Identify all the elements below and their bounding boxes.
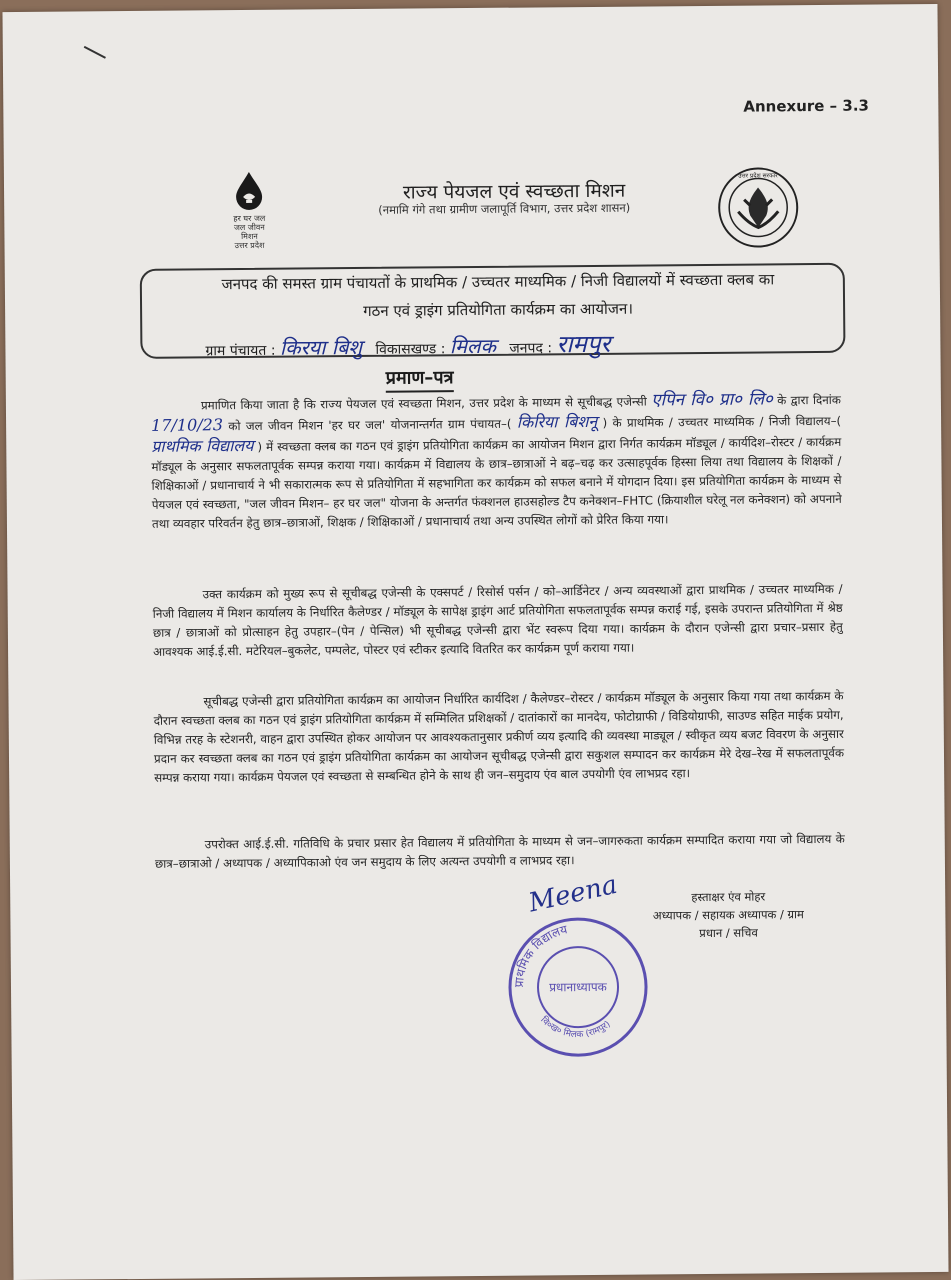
water-drop-icon bbox=[232, 170, 266, 210]
certificate-title: प्रमाण–पत्र bbox=[386, 365, 454, 393]
gram-panchayat-label: ग्राम पंचायत : bbox=[205, 342, 276, 360]
stamp-bottom-text: वि०ख० मिलक (रामपुर) bbox=[538, 1015, 613, 1041]
gram-panchayat-handwritten: किरिया बिशनू bbox=[516, 411, 598, 432]
paragraph-2 bbox=[152, 580, 843, 662]
stamp-outer-text: प्राथमिक विद्यालय bbox=[511, 922, 569, 988]
signature-handwritten: Meena bbox=[526, 869, 621, 919]
pen-mark bbox=[84, 46, 106, 59]
para1-part-e: ) में स्वच्छता क्लब का गठन एवं ड्राइंग प्रतियोगिता कार्यक्रम का आयोजन मिशन द्वारा निर्गत कार्यक्रम मॉड्यूल / कार्यदिश–रोस्टर / कार्यक्रम मॉड्यूल के अनुसार सफलतापूर्वक सम्पन्न कराया गया। कार्यक्रम में विद्यालय के छात्र–छात्राओं ने बढ़–चढ़ कर उत्साहपूर्वक हिस्सा लिया तथा विद्यालय के शिक्षकों / शिक्षिकाओं / प्रधानाचार्य ने भी सकारात्मक रूप से प्रतियोगिता में सहभागिता कर कार्यक्रम को सफल बनाने में योगदान दिया। इस प्रतियोगिता कार्यक्रम के माध्यम से पेयजल एवं स्वच्छता, "जल जीवन मिशन– हर घर जल" योजना के अन्तर्गत फंक्शनल हाउसहोल्ड टैप कनेक्शन–FHTC (क्रियाशील घरेलू नल कनेक्शन) को अपनाने तथा व्यवहार परिवर्तन हेतु छात्र–छात्राओं, शिक्षक / शिक्षिकाओं / प्रधानाचार्य तथा अन्य उपस्थित लोगों को प्रेरित किया गया। bbox=[151, 434, 842, 531]
agency-handwritten: एपिन वि० प्रा० लि० bbox=[651, 389, 773, 411]
block-label: विकासखण्ड : bbox=[375, 341, 446, 358]
district-value: रामपुर bbox=[556, 329, 611, 359]
para1-part-d: ) के प्राथमिक / उच्चतर माध्यमिक / निजी विद्यालय–( bbox=[602, 413, 842, 430]
jal-jeevan-mission-logo bbox=[224, 170, 275, 250]
header-line-2: गठन एवं ड्राइंग प्रतियोगिता कार्यक्रम का आयोजन। bbox=[363, 299, 634, 320]
document-page bbox=[2, 4, 948, 1280]
signature-caption-3: प्रधान / सचिव bbox=[699, 925, 758, 941]
school-stamp bbox=[502, 911, 653, 1062]
header-line-3 bbox=[205, 327, 610, 364]
paragraph-3 bbox=[153, 687, 844, 788]
header-line-1: जनपद की समस्त ग्राम पंचायतों के प्राथमिक / उच्चतर माध्यमिक / निजी विद्यालयों में स्वच्छता क्लब का bbox=[221, 270, 775, 294]
para1-part-a: प्रमाणित किया जाता है कि राज्य पेयजल एवं स्वच्छता मिशन, उत्तर प्रदेश के माध्यम से सूचीबद्ध एजेन्सी bbox=[200, 394, 647, 413]
para1-part-c: को जल जीवन मिशन 'हर घर जल' योजनान्तर्गत ग्राम पंचायत–( bbox=[228, 416, 512, 434]
signature-caption-2: अध्यापक / सहायक अध्यापक / ग्राम bbox=[652, 907, 804, 923]
logo-text-1: हर घर जल bbox=[233, 213, 266, 224]
stamp-center-text: प्रधानाध्यापक bbox=[549, 979, 607, 995]
date-handwritten: 17/10/23 bbox=[151, 415, 224, 435]
paragraph-4 bbox=[155, 830, 845, 874]
annexure-label: Annexure – 3.3 bbox=[743, 96, 870, 116]
emblem-text: उत्तर प्रदेश सरकार bbox=[738, 172, 778, 180]
signature-caption bbox=[638, 887, 818, 943]
up-govt-emblem-icon bbox=[716, 165, 801, 250]
mission-title: राज्य पेयजल एवं स्वच्छता मिशन bbox=[402, 179, 626, 204]
school-handwritten: प्राथमिक विद्यालय bbox=[151, 435, 254, 456]
para2-text: उक्त कार्यक्रम को मुख्य रूप से सूचीबद्ध एजेन्सी के एक्सपर्ट / रिसोर्स पर्सन / को–आर्डिनेटर / अन्य व्यवस्थाओं द्वारा प्राथमिक / उच्चतर माध्यमिक / निजी विद्यालय में मिशन कार्यालय के निर्धारित कैलेण्डर / मॉड्यूल के सापेक्ष ड्राइंग आर्ट प्रतियोगिता सफलतापूर्वक सम्पन्न कराई गई, इसके उपरान्त प्रतियोगिता में श्रेष्ठ छात्र / छात्राओं को प्रोत्साहन हेतु उपहार–(पेन / पेन्सिल) भी सूचीबद्ध एजेन्सी द्वारा भेंट स्वरूप दिया गया। कार्यक्रम के दौरान एजेन्सी द्वारा प्रचार–प्रसार हेतु आवश्यक आई.ई.सी. मटेरियल–बुकलेट, पम्पलेट, पोस्टर एवं स्टीकर इत्यादि वितरित कर कार्यक्रम पूर्ण कराया गया। bbox=[152, 581, 843, 659]
paragraph-1 bbox=[151, 390, 842, 534]
gram-panchayat-value: किरया बिशु bbox=[279, 334, 363, 360]
para1-part-b: के द्वारा दिनांक bbox=[777, 392, 841, 408]
para3-text: सूचीबद्ध एजेन्सी द्वारा प्रतियोगिता कार्यक्रम का आयोजन निर्धारित कार्यदिश / कैलेण्डर–रोस्टर / कार्यक्रम मॉड्यूल के अनुसार किया गया तथा कार्यक्रम के दौरान स्वच्छता क्लब का गठन एवं ड्राइंग प्रतियोगिता कार्यक्रम में सम्मिलित प्रशिक्षकों / दातांकारों का मानदेय, फोटोग्राफी / विडियोग्राफी, साउण्ड सहित माईक प्रयोग, विभिन्न तरह के स्टेशनरी, वाहन द्वारा उपस्थित होकर आयोजन पर आवश्यकतानुसार प्रकीर्ण व्यय इत्यादि की व्यवस्था माड्यूल / स्वीकृत व्यय बजट विवरण के अनुसार प्रदान कर स्वच्छता क्लब का गठन एवं ड्राइंग प्रतियोगिता कार्यक्रम का आयोजन सूचीबद्ध एजेन्सी द्वारा सकुशल सम्पादन कर कार्यक्रम मेरे देख–रेख में सफलतापूर्वक सम्पन्न कराया गया। कार्यक्रम पेयजल एवं स्वच्छता से सम्बन्धित होने के साथ ही जन–समुदाय एंव बाल उपयोगी एंव लाभप्रद रहा। bbox=[153, 688, 845, 785]
para4-text: उपरोक्त आई.ई.सी. गतिविधि के प्रचार प्रसार हेत विद्यालय में प्रतियोगिता के माध्यम से जन–जागरुकता कार्यक्रम सम्पादित कराया गया जो विद्यालय के छात्र–छात्राओ / अध्यापक / अध्यापिकाओ एंव जन समुदाय के लिए अत्यन्त उपयोगी व लाभप्रद रहा। bbox=[154, 831, 845, 871]
logo-text-2: जल जीवन मिशन bbox=[233, 222, 265, 242]
mission-subtitle: (नमामि गंगे तथा ग्रामीण जलापूर्ति विभाग, उत्तर प्रदेश शासन) bbox=[378, 200, 631, 217]
signature-caption-1: हस्ताक्षर एंव मोहर bbox=[691, 889, 766, 905]
district-label: जनपद : bbox=[509, 340, 553, 357]
logo-text-3: उत्तर प्रदेश bbox=[234, 240, 265, 251]
block-value: मिलक bbox=[449, 333, 497, 359]
